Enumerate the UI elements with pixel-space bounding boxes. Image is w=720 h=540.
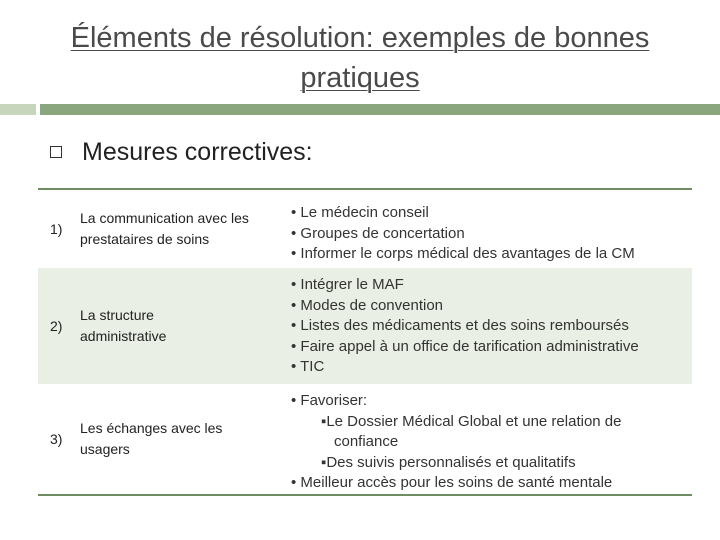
- table-row: [38, 384, 692, 494]
- detail-line: • Listes des médicaments et des soins remboursés: [291, 317, 629, 334]
- detail-line: • Favoriser:: [291, 392, 368, 409]
- row-label: La communication avec les prestataires de soins: [80, 210, 249, 247]
- slide-title: [20, 18, 700, 98]
- detail-line: • Meilleur accès pour les soins de santé mentale: [291, 474, 613, 491]
- section-heading: Mesures correctives:: [82, 137, 313, 166]
- detail-subline: ▪Le Dossier Médical Global et une relation de: [321, 412, 622, 430]
- detail-line: • Groupes de concertation: [291, 224, 465, 242]
- row-label-cell: [38, 268, 283, 384]
- row-number: 3): [50, 430, 63, 447]
- table-row: [38, 268, 692, 384]
- accent-bar-light: [0, 104, 36, 115]
- detail-line: • Informer le corps médical des avantages de la CM: [291, 245, 635, 262]
- row-label-cell: [38, 384, 283, 494]
- table-row: [38, 190, 692, 268]
- row-label: La structure administrative: [80, 307, 167, 344]
- row-number: 2): [50, 317, 63, 334]
- row-number: 1): [50, 220, 63, 237]
- row-label: Les échanges avec les usagers: [80, 420, 223, 457]
- detail-subline: ▪Des suivis personnalisés et qualitatifs: [321, 453, 576, 471]
- detail-line: • Intégrer le MAF: [291, 276, 404, 293]
- accent-bar-dark: [40, 104, 720, 115]
- row-label-cell: [38, 190, 283, 268]
- row-details-cell: [283, 190, 692, 268]
- square-bullet-icon: [50, 146, 62, 158]
- title-line-2: pratiques: [300, 62, 420, 94]
- measures-table: [38, 188, 692, 496]
- detail-line: • Faire appel à un office de tarification administrative: [291, 337, 639, 355]
- detail-subline-continued: confiance: [334, 433, 399, 450]
- row-details-cell: [283, 268, 692, 384]
- detail-line: • Modes de convention: [291, 296, 444, 314]
- detail-line: • Le médecin conseil: [291, 204, 429, 221]
- title-line-1: Éléments de résolution: exemples de bonnes: [70, 22, 650, 54]
- row-details-cell: [283, 384, 692, 494]
- section-bullet: [50, 132, 313, 172]
- detail-line: • TIC: [291, 358, 325, 375]
